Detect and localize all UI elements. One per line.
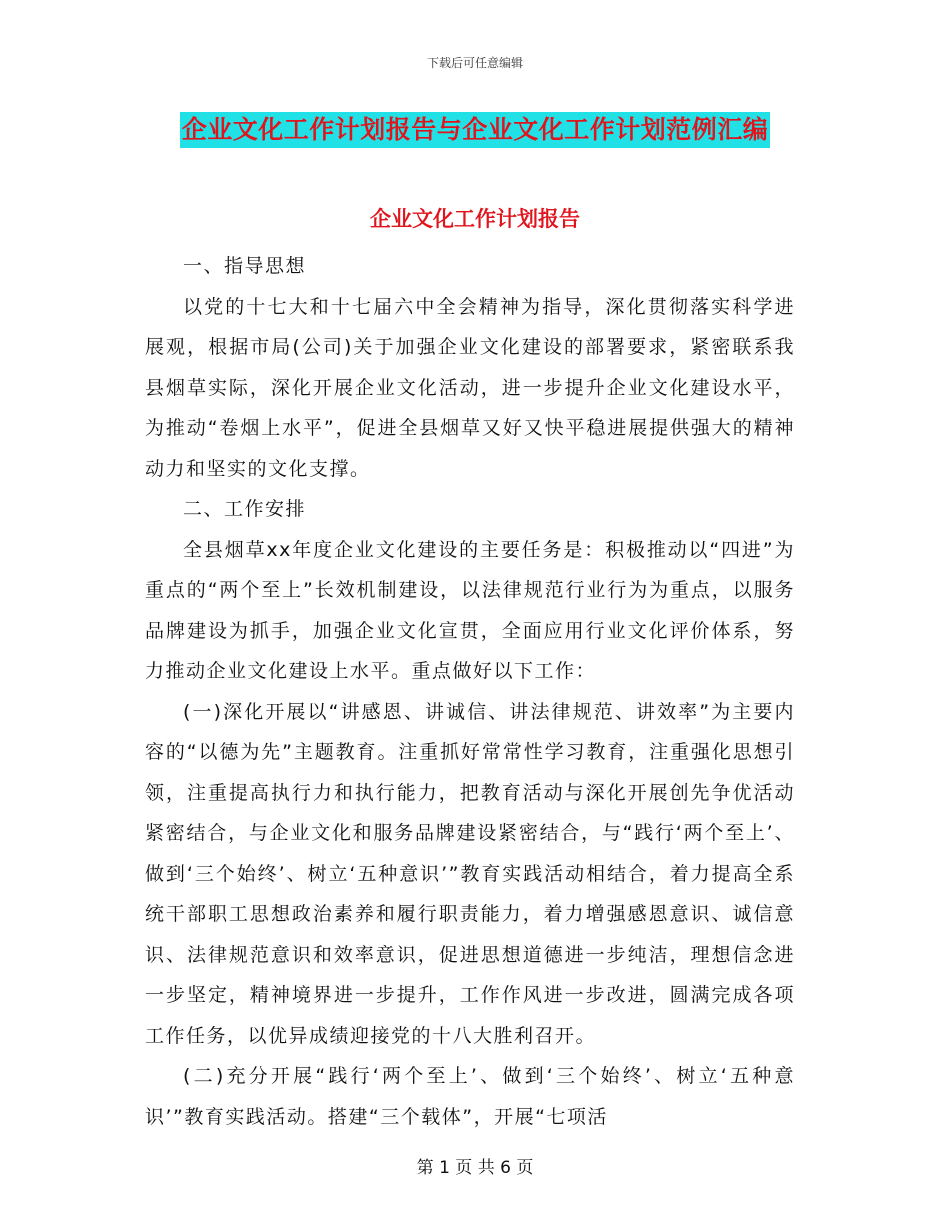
heading-guiding-thought: 一、指导思想 bbox=[183, 255, 307, 277]
heading-work-arrangement: 二、工作安排 bbox=[183, 498, 307, 520]
page-header-note: 下载后可任意编辑 bbox=[426, 56, 523, 70]
document-title: 企业文化工作计划报告与企业文化工作计划范例汇编 bbox=[180, 112, 771, 148]
paragraph-item-1: (一)深化开展以“讲感恩、讲诚信、讲法律规范、讲效率”为主要内容的“以德为先”主题教育。注重抓好常常性学习教育，注重强化思想引领，注重提高执行力和执行能力，把教育活动与深化开展创先争优活动紧密结合，与企业文化和服务品牌建设紧密结合，与“践行‘两个至上’、做到‘三个始终’、树立‘五种意识’”教育实践活动相结合，着力提高全系统干部职工思想政治素养和履行职责能力，着力增强感恩意识、诚信意识、法律规范意识和效率意识，促进思想道德进一步纯洁，理想信念进一步坚定，精神境界进一步提升，工作作风进一步改进，圆满完成各项工作任务，以优异成绩迎接党的十八大胜利召开。 bbox=[145, 700, 795, 1047]
page-number-footer: 第 1 页 共 6 页 bbox=[416, 1158, 534, 1178]
document-title-container bbox=[0, 112, 950, 148]
paragraph-item-2: (二)充分开展“践行‘两个至上’、做到‘三个始终’、树立‘五种意识’”教育实践活动。搭建“三个载体”，开展“七项活 bbox=[145, 1065, 795, 1128]
section-title: 企业文化工作计划报告 bbox=[370, 207, 580, 231]
paragraph-main-tasks: 全县烟草xx年度企业文化建设的主要任务是：积极推动以“四进”为重点的“两个至上”长效机制建设，以法律规范行业行为为重点，以服务品牌建设为抓手，加强企业文化宣贯，全面应用行业文化评价体系，努力推动企业文化建设上水平。重点做好以下工作： bbox=[145, 538, 795, 682]
paragraph-guiding-thought: 以党的十七大和十七届六中全会精神为指导，深化贯彻落实科学进展观，根据市局(公司)关于加强企业文化建设的部署要求，紧密联系我县烟草实际，深化开展企业文化活动，进一步提升企业文化建设水平，为推动“卷烟上水平”，促进全县烟草又好又快平稳进展提供强大的精神动力和坚实的文化支撑。 bbox=[145, 295, 795, 480]
document-body bbox=[145, 246, 795, 1137]
